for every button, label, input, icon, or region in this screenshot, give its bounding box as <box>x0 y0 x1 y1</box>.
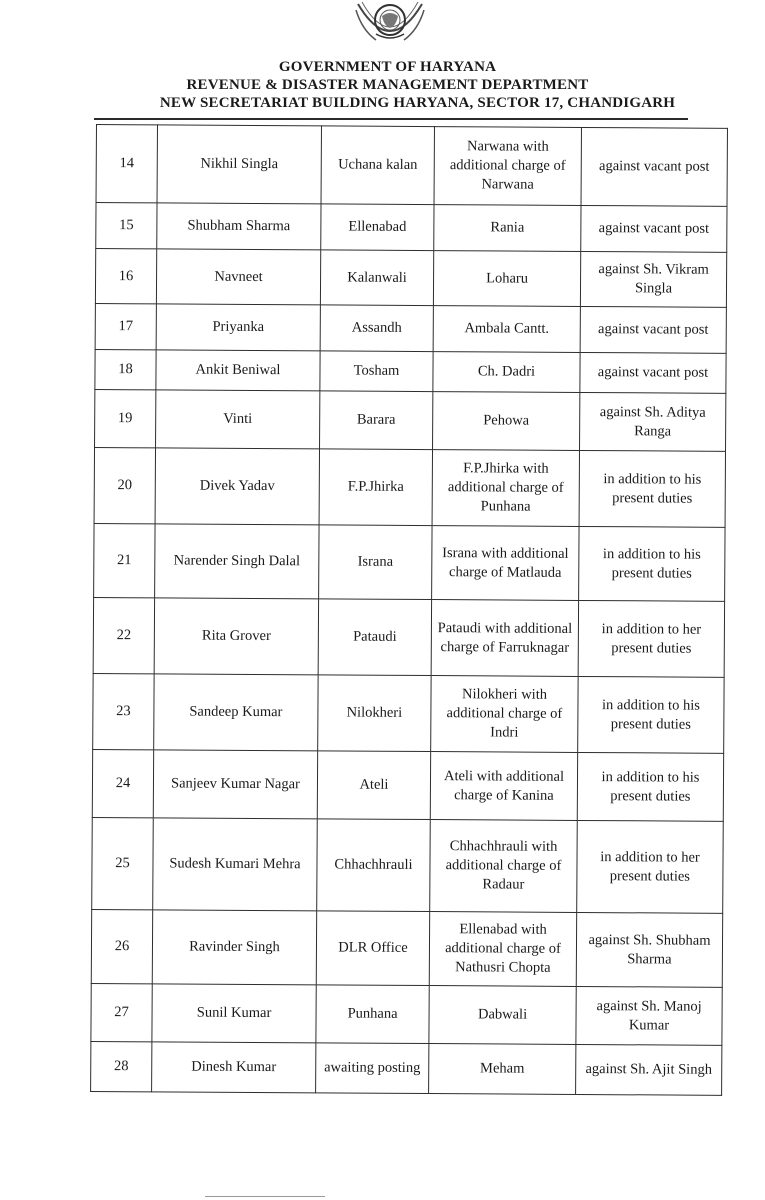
remarks-cell: against Sh. Aditya Ranga <box>580 392 726 451</box>
present-posting-cell: Ateli <box>317 751 430 820</box>
remarks-cell: against Sh. Manoj Kumar <box>576 986 722 1045</box>
present-posting-cell: Punhana <box>316 985 429 1044</box>
new-posting-cell: Ateli with additional charge of Kanina <box>430 752 577 821</box>
remarks-cell: against Sh. Ajit Singh <box>576 1044 722 1095</box>
new-posting-cell: Rania <box>434 205 581 252</box>
new-posting-cell: Nilokheri with additional charge of Indri <box>431 676 578 753</box>
officer-name-cell: Shubham Sharma <box>157 203 321 250</box>
remarks-cell: against Sh. Shubham Sharma <box>576 912 722 987</box>
present-posting-cell: Uchana kalan <box>321 126 434 205</box>
haryana-state-emblem-icon <box>352 0 428 50</box>
row-number-cell: 17 <box>95 303 156 349</box>
remarks-cell: against Sh. Vikram Singla <box>580 251 726 307</box>
officer-name-cell: Ankit Beniwal <box>156 350 320 391</box>
row-number-cell: 15 <box>96 203 157 249</box>
table-row <box>93 597 724 677</box>
row-number-cell: 14 <box>96 125 157 203</box>
new-posting-cell: Dabwali <box>429 986 576 1045</box>
new-posting-cell: Israna with additional charge of Matlauda <box>432 526 579 601</box>
table-row <box>91 909 722 987</box>
table-row <box>95 349 726 393</box>
present-posting-cell: Barara <box>320 391 433 450</box>
present-posting-cell: awaiting posting <box>316 1043 429 1094</box>
remarks-cell: against vacant post <box>581 127 727 206</box>
letterhead-address: NEW SECRETARIAT BUILDING HARYANA, SECTOR 17, CHANDIGARH <box>159 95 676 111</box>
new-posting-cell: Ellenabad with additional charge of Nathusri Chopta <box>429 912 576 987</box>
officer-name-cell: Sunil Kumar <box>152 984 316 1043</box>
row-number-cell: 18 <box>95 349 156 389</box>
officer-name-cell: Dinesh Kumar <box>152 1042 316 1093</box>
officer-name-cell: Narender Singh Dalal <box>155 524 319 599</box>
table-row <box>91 1041 722 1095</box>
new-posting-cell: Pataudi with additional charge of Farruknagar <box>431 600 578 677</box>
officer-name-cell: Divek Yadav <box>155 448 319 525</box>
officer-name-cell: Priyanka <box>156 304 320 351</box>
officer-name-cell: Navneet <box>156 249 320 305</box>
table-row <box>95 303 726 353</box>
officer-name-cell: Sudesh Kumari Mehra <box>153 818 318 911</box>
new-posting-cell: Ch. Dadri <box>433 352 580 393</box>
row-number-cell: 20 <box>94 447 155 523</box>
present-posting-cell: Nilokheri <box>318 675 431 752</box>
letterhead <box>0 58 765 112</box>
posting-table <box>90 124 728 1096</box>
new-posting-cell: Narwana with additional charge of Narwana <box>434 127 581 206</box>
table-row <box>96 203 727 253</box>
row-number-cell: 21 <box>94 523 155 597</box>
officer-name-cell: Sanjeev Kumar Nagar <box>153 750 317 819</box>
footer-line <box>205 1196 325 1197</box>
row-number-cell: 27 <box>91 983 152 1041</box>
new-posting-cell: Chhachhrauli with additional charge of Radaur <box>430 820 578 913</box>
row-number-cell: 23 <box>93 673 154 749</box>
table-row <box>91 983 722 1045</box>
remarks-cell: in addition to his present duties <box>579 526 725 601</box>
new-posting-cell: Pehowa <box>433 392 580 451</box>
present-posting-cell: Tosham <box>320 351 433 392</box>
remarks-cell: against vacant post <box>580 352 726 393</box>
officer-name-cell: Ravinder Singh <box>152 910 316 985</box>
remarks-cell: in addition to his present duties <box>577 752 723 821</box>
remarks-cell: in addition to her present duties <box>577 820 724 913</box>
table-row <box>95 389 726 451</box>
present-posting-cell: Israna <box>319 525 432 600</box>
present-posting-cell: Chhachhrauli <box>317 819 431 912</box>
new-posting-cell: Meham <box>429 1044 576 1095</box>
present-posting-cell: Ellenabad <box>321 204 434 251</box>
header-divider <box>94 118 688 120</box>
remarks-cell: in addition to his present duties <box>579 450 725 527</box>
present-posting-cell: F.P.Jhirka <box>319 449 432 526</box>
row-number-cell: 19 <box>95 389 156 447</box>
table-row <box>95 249 726 308</box>
row-number-cell: 22 <box>93 597 154 673</box>
present-posting-cell: Pataudi <box>318 599 431 676</box>
letterhead-department: REVENUE & DISASTER MANAGEMENT DEPARTMENT <box>186 77 589 93</box>
present-posting-cell: DLR Office <box>316 911 429 986</box>
table-row <box>92 817 724 913</box>
remarks-cell: in addition to her present duties <box>578 600 724 677</box>
present-posting-cell: Kalanwali <box>320 250 433 306</box>
officer-name-cell: Sandeep Kumar <box>154 674 318 751</box>
table-row <box>94 523 725 601</box>
new-posting-cell: Loharu <box>433 251 580 307</box>
table-row <box>92 749 723 821</box>
remarks-cell: against vacant post <box>581 205 727 252</box>
officer-name-cell: Nikhil Singla <box>157 125 321 204</box>
table-row <box>94 447 725 527</box>
present-posting-cell: Assandh <box>320 305 433 352</box>
officer-name-cell: Rita Grover <box>154 598 318 675</box>
row-number-cell: 24 <box>92 749 153 817</box>
remarks-cell: against vacant post <box>580 306 726 353</box>
row-number-cell: 26 <box>91 909 152 983</box>
new-posting-cell: F.P.Jhirka with additional charge of Punhana <box>432 450 579 527</box>
remarks-cell: in addition to his present duties <box>578 676 724 753</box>
table-row <box>93 673 724 753</box>
row-number-cell: 16 <box>95 249 156 304</box>
row-number-cell: 25 <box>92 817 154 909</box>
new-posting-cell: Ambala Cantt. <box>433 306 580 353</box>
letterhead-government: GOVERNMENT OF HARYANA <box>278 59 497 75</box>
row-number-cell: 28 <box>91 1041 152 1091</box>
table-row <box>96 125 727 207</box>
officer-name-cell: Vinti <box>156 390 320 449</box>
